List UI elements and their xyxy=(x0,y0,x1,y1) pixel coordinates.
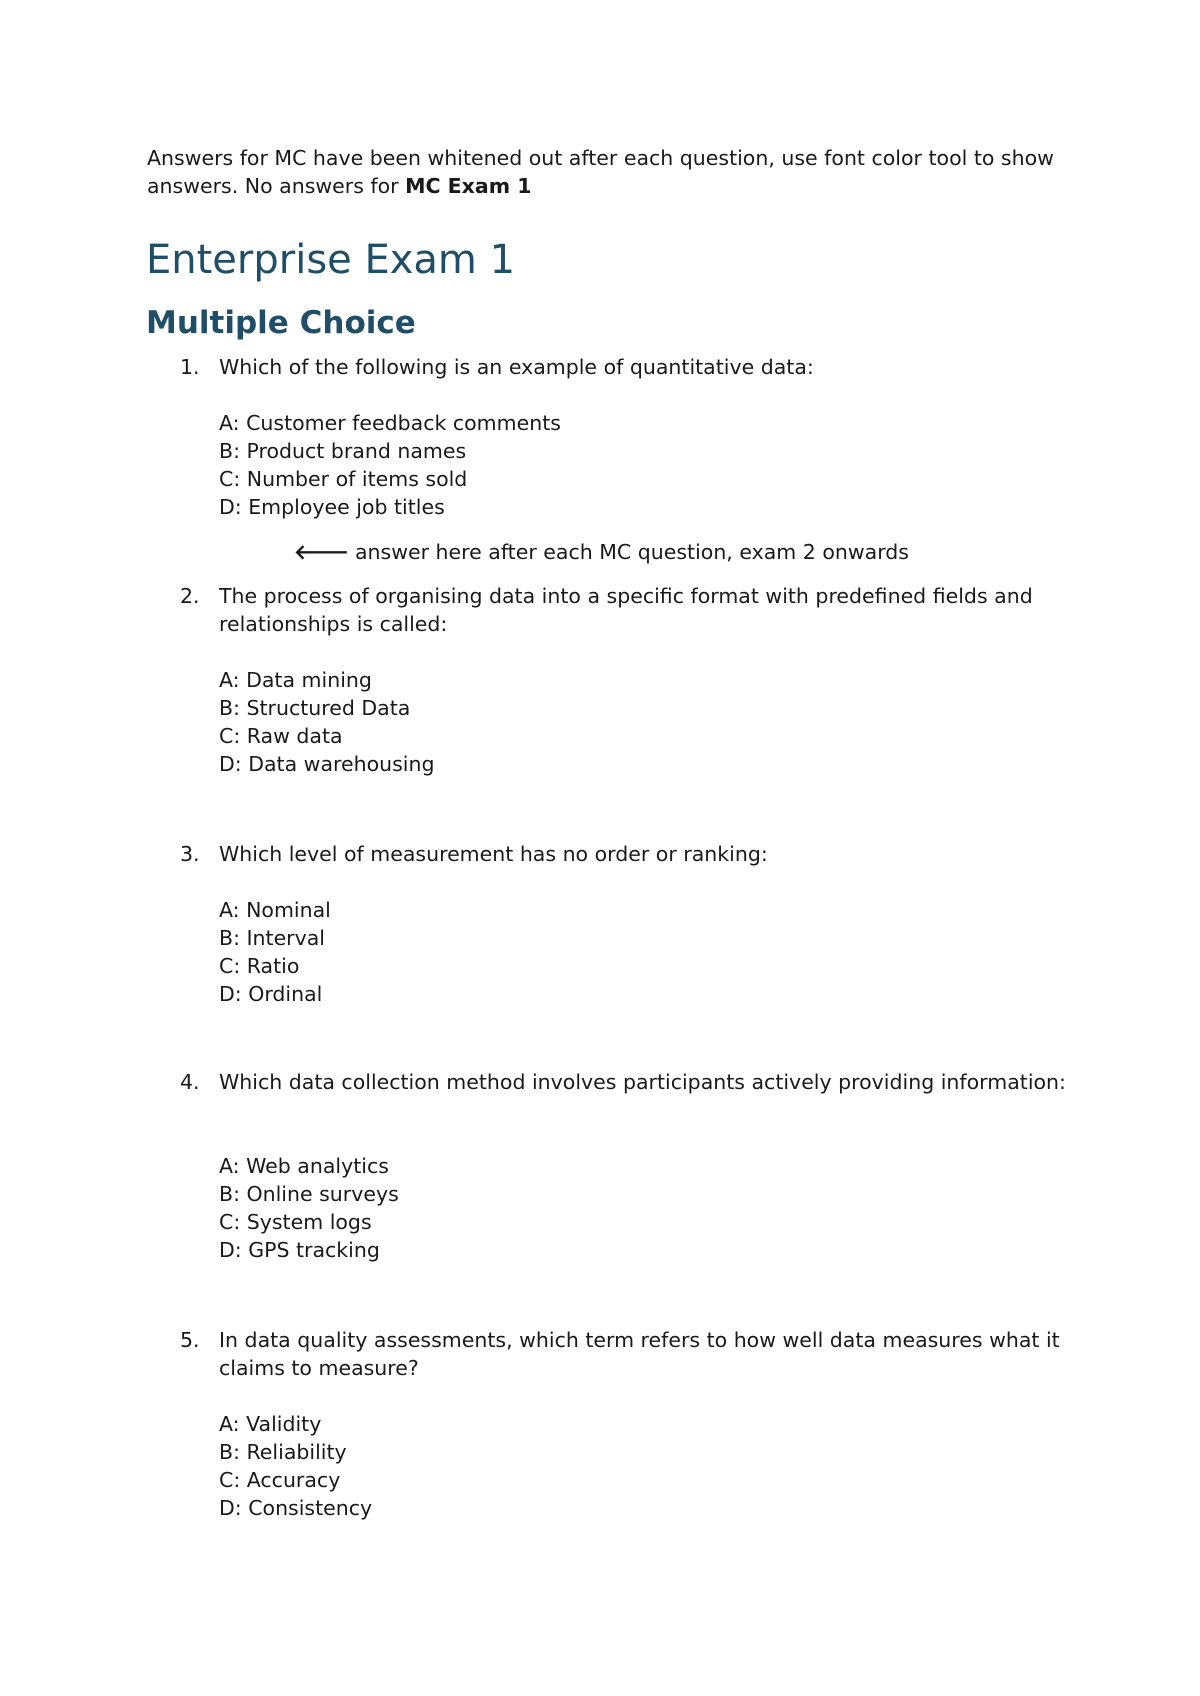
option-d: D: Data warehousing xyxy=(219,752,435,776)
option-d: D: Ordinal xyxy=(219,982,323,1006)
option-b: B: Online surveys xyxy=(219,1182,399,1206)
question-number: 2. xyxy=(180,584,200,608)
option-list xyxy=(219,409,561,521)
option-a: A: Web analytics xyxy=(219,1154,389,1178)
question-text: Which level of measurement has no order or ranking: xyxy=(219,842,768,866)
question-text: In data quality assessments, which term refers to how well data measures what it claims to measure? xyxy=(219,1328,1060,1380)
arrow-left-icon: 🡐 xyxy=(294,540,349,564)
question-number: 5. xyxy=(180,1328,200,1352)
option-list xyxy=(219,666,435,778)
option-list xyxy=(219,896,331,1008)
option-list xyxy=(219,1152,399,1264)
option-c: C: System logs xyxy=(219,1210,372,1234)
option-b: B: Product brand names xyxy=(219,439,467,463)
intro-paragraph xyxy=(147,144,1067,200)
question-text: Which data collection method involves participants actively providing information: xyxy=(219,1070,1066,1094)
option-a: A: Customer feedback comments xyxy=(219,411,561,435)
option-b: B: Interval xyxy=(219,926,325,950)
option-list xyxy=(219,1410,372,1522)
option-c: C: Accuracy xyxy=(219,1468,341,1492)
question-number: 3. xyxy=(180,842,200,866)
question-number: 1. xyxy=(180,355,200,379)
option-b: B: Reliability xyxy=(219,1440,347,1464)
option-a: A: Validity xyxy=(219,1412,322,1436)
option-c: C: Number of items sold xyxy=(219,467,468,491)
option-d: D: Employee job titles xyxy=(219,495,445,519)
page-title: Enterprise Exam 1 xyxy=(146,237,516,283)
option-a: A: Nominal xyxy=(219,898,331,922)
question-number: 4. xyxy=(180,1070,200,1094)
intro-bold-text: MC Exam 1 xyxy=(405,174,532,198)
option-a: A: Data mining xyxy=(219,668,372,692)
answer-note xyxy=(294,538,909,566)
option-b: B: Structured Data xyxy=(219,696,411,720)
option-d: D: GPS tracking xyxy=(219,1238,380,1262)
answer-note-text: answer here after each MC question, exam 2 onwards xyxy=(354,540,909,564)
option-c: C: Ratio xyxy=(219,954,300,978)
option-c: C: Raw data xyxy=(219,724,343,748)
section-heading: Multiple Choice xyxy=(146,305,416,341)
option-d: D: Consistency xyxy=(219,1496,373,1520)
intro-text: Answers for MC have been whitened out after each question, use font color tool to show answers. No answers for xyxy=(147,146,1054,198)
question-text: Which of the following is an example of quantitative data: xyxy=(219,355,814,379)
question-text: The process of organising data into a specific format with predefined fields and relationships is called: xyxy=(219,584,1033,636)
